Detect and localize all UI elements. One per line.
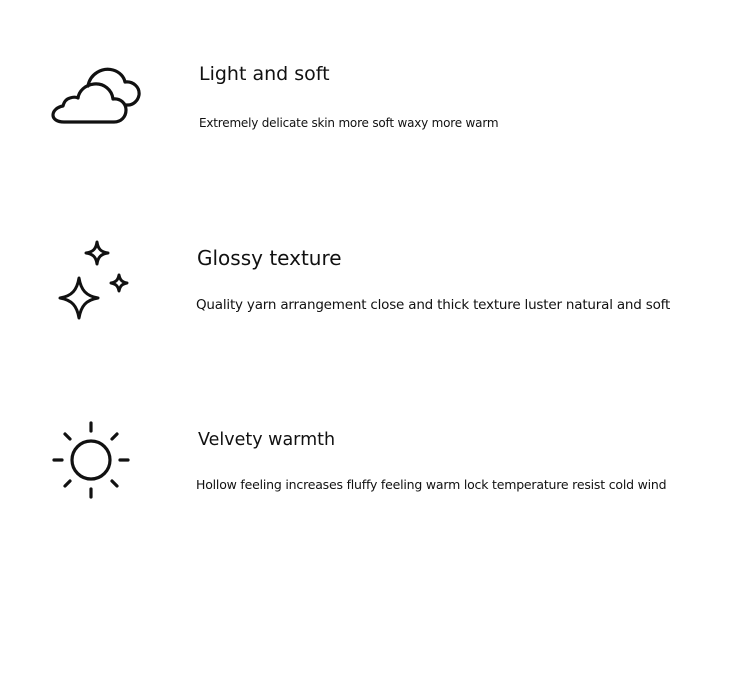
feature-title: Glossy texture bbox=[197, 246, 342, 270]
cloud-icon bbox=[50, 64, 142, 126]
feature-description: Extremely delicate skin more soft waxy more warm bbox=[199, 116, 499, 130]
feature-description: Hollow feeling increases fluffy feeling warm lock temperature resist cold wind bbox=[196, 477, 667, 492]
feature-velvety-warmth bbox=[0, 380, 750, 580]
feature-glossy-texture bbox=[0, 180, 750, 380]
sun-icon bbox=[52, 420, 132, 500]
feature-description: Quality yarn arrangement close and thick texture luster natural and soft bbox=[196, 297, 671, 313]
feature-title: Velvety warmth bbox=[198, 430, 336, 450]
feature-title: Light and soft bbox=[199, 63, 330, 85]
sparkle-icon bbox=[52, 240, 132, 322]
feature-light-and-soft bbox=[0, 0, 750, 180]
